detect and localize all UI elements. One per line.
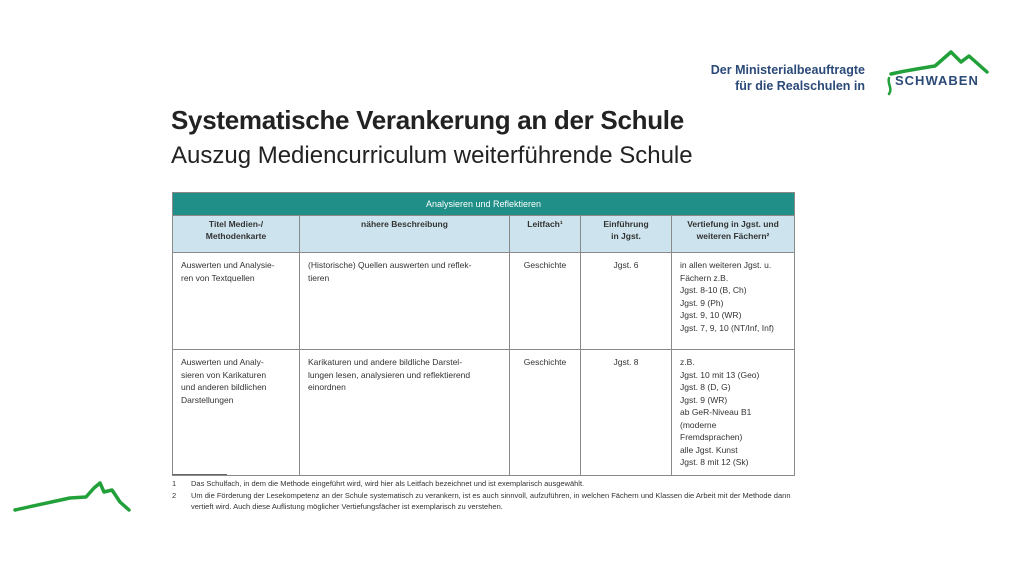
ministry-logo (710, 48, 993, 100)
page-title: Systematische Verankerung an der Schule (171, 105, 684, 135)
column-header: Vertiefung in Jgst. und weiteren Fächern² (672, 216, 795, 253)
footnote-divider (172, 474, 227, 475)
logo-word-schwaben: SCHWABEN (895, 73, 979, 88)
cell-title: Auswerten und Analysie- ren von Textquellen (173, 253, 300, 350)
cell-description: Karikaturen und andere bildliche Darstel- lungen lesen, analysieren und reflektierend einordnen (300, 350, 510, 476)
page-subtitle: Auszug Mediencurriculum weiterführende Schule (171, 142, 693, 169)
mountain-swoosh-icon (12, 478, 134, 518)
cell-subject: Geschichte (510, 350, 581, 476)
cell-title: Auswerten und Analy- sieren von Karikaturen und anderen bildlichen Darstellungen (173, 350, 300, 476)
table-band-title: Analysieren und Reflektieren (173, 193, 795, 216)
curriculum-table (172, 192, 795, 476)
column-header: Titel Medien-/ Methodenkarte (173, 216, 300, 253)
cell-description: (Historische) Quellen auswerten und reflek- tieren (300, 253, 510, 350)
footnote-number: 2 (172, 491, 177, 500)
cell-subject: Geschichte (510, 253, 581, 350)
column-header: Leitfach¹ (510, 216, 581, 253)
table-row (173, 253, 795, 350)
column-header: Einführung in Jgst. (581, 216, 672, 253)
logo-line-2: für die Realschulen in (735, 79, 865, 93)
footnote-text: Um die Förderung der Lesekompetenz an der Schule systematisch zu verankern, ist es auch sinnvoll, aufzuführen, in welchen Fächern und Klassen die Arbeit mit der Methode dann vertieft wird. Auch diese Auflistung möglicher Vertiefungsfächer ist exemplarisch zu verstehen. (191, 491, 791, 511)
cell-deepening: z.B. Jgst. 10 mit 13 (Geo) Jgst. 8 (D, G) Jgst. 9 (WR) ab GeR-Niveau B1 (moderne Fremdsprachen) alle Jgst. Kunst Jgst. 8 mit 12 (Sk) (672, 350, 795, 476)
table-header-row (173, 216, 795, 253)
footnote-number: 1 (172, 479, 177, 488)
column-header: nähere Beschreibung (300, 216, 510, 253)
logo-line-1: Der Ministerialbeauftragte (710, 63, 865, 77)
footnote-text: Das Schulfach, in dem die Methode eingeführt wird, wird hier als Leitfach bezeichnet und ist exemplarisch ausgewählt. (191, 479, 585, 488)
cell-deepening: in allen weiteren Jgst. u. Fächern z.B. Jgst. 8-10 (B, Ch) Jgst. 9 (Ph) Jgst. 9, 10 (WR) Jgst. 7, 9, 10 (NT/Inf, Inf) (672, 253, 795, 350)
cell-intro: Jgst. 6 (581, 253, 672, 350)
table-row (173, 350, 795, 476)
cell-intro: Jgst. 8 (581, 350, 672, 476)
